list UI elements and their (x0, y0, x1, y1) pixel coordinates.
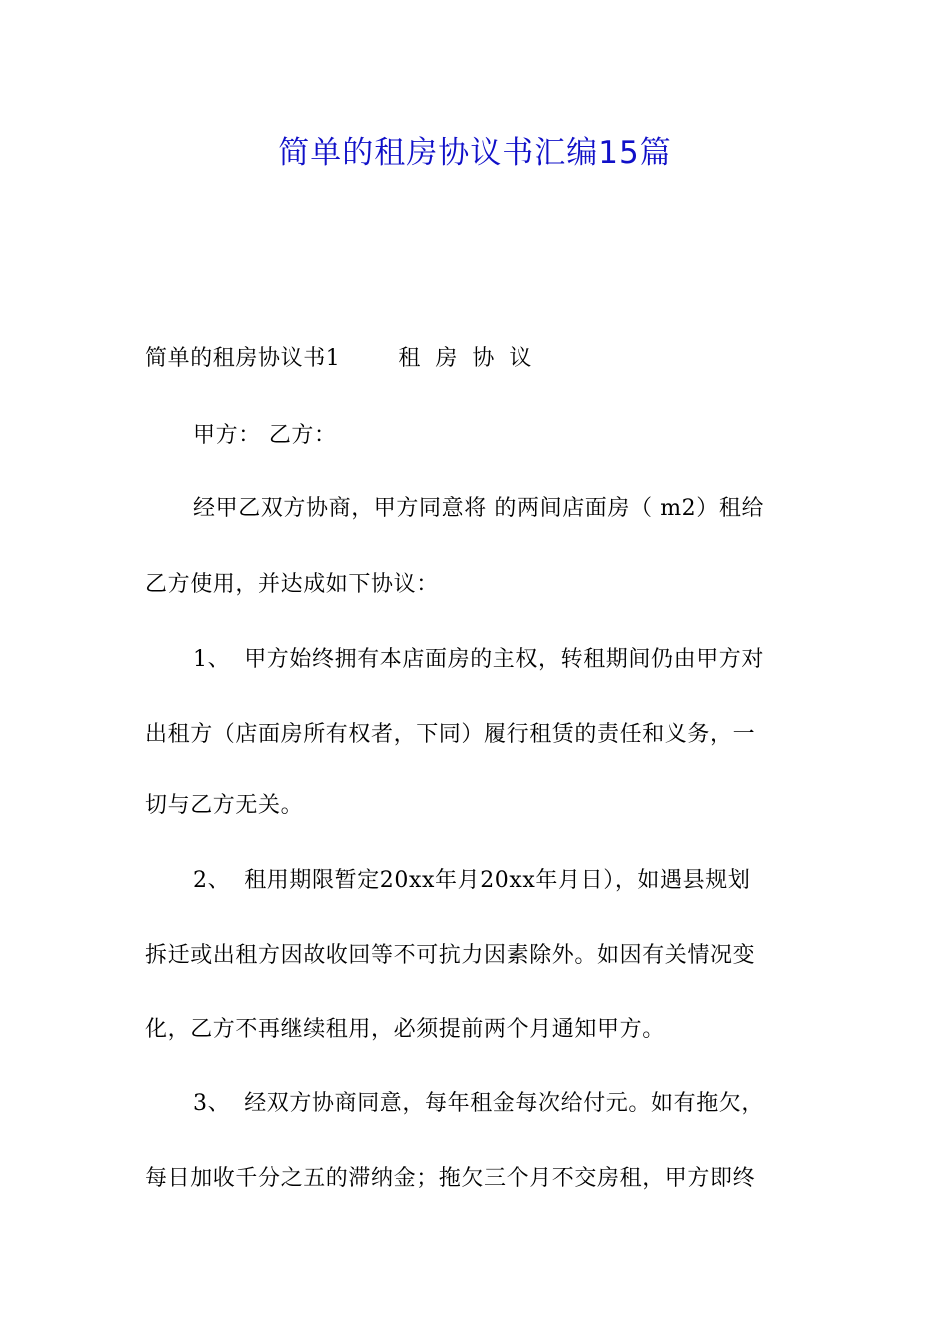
intro-line-2: 乙方使用，并达成如下协议： (145, 572, 439, 597)
clause-3-line-2: 每日加收千分之五的滞纳金；拖欠三个月不交房租，甲方即终 (145, 1166, 756, 1191)
clause-2-text: 租用期限暂定20xx年月20xx年月日），如遇县规划 (244, 868, 751, 893)
clause-1-line-2: 出租方（店面房所有权者，下同）履行租赁的责任和义务，一 (145, 722, 756, 747)
clause-1-number: 1、 (193, 647, 231, 672)
clause-3-text: 经双方协商同意，每年租金每次给付元。如有拖欠， (244, 1091, 765, 1116)
clause-1-line-1 (193, 643, 764, 677)
clause-2-line-1 (193, 864, 750, 898)
clause-1-text: 甲方始终拥有本店面房的主权，转租期间仍由甲方对 (244, 647, 765, 672)
intro-line-1: 经甲乙双方协商，甲方同意将 的两间店面房（ m2）租给 (193, 496, 765, 521)
agreement-title: 租 房 协 议 (398, 346, 536, 371)
section-heading-line (145, 342, 535, 376)
clause-2-line-3: 化，乙方不再继续租用，必须提前两个月通知甲方。 (145, 1017, 665, 1042)
clause-2-line-2: 拆迁或出租方因故收回等不可抗力因素除外。如因有关情况变 (145, 943, 756, 968)
clause-1-line-3: 切与乙方无关。 (145, 793, 304, 818)
clause-3-line-1 (193, 1087, 764, 1121)
clause-3-number: 3、 (193, 1091, 231, 1116)
parties-line (193, 419, 337, 453)
party-a-label: 甲方： (193, 423, 261, 448)
page-title: 简单的租房协议书汇编15篇 (278, 135, 672, 171)
clause-2-number: 2、 (193, 868, 231, 893)
party-b-label: 乙方： (268, 423, 337, 448)
section-heading: 简单的租房协议书1 (145, 346, 341, 371)
